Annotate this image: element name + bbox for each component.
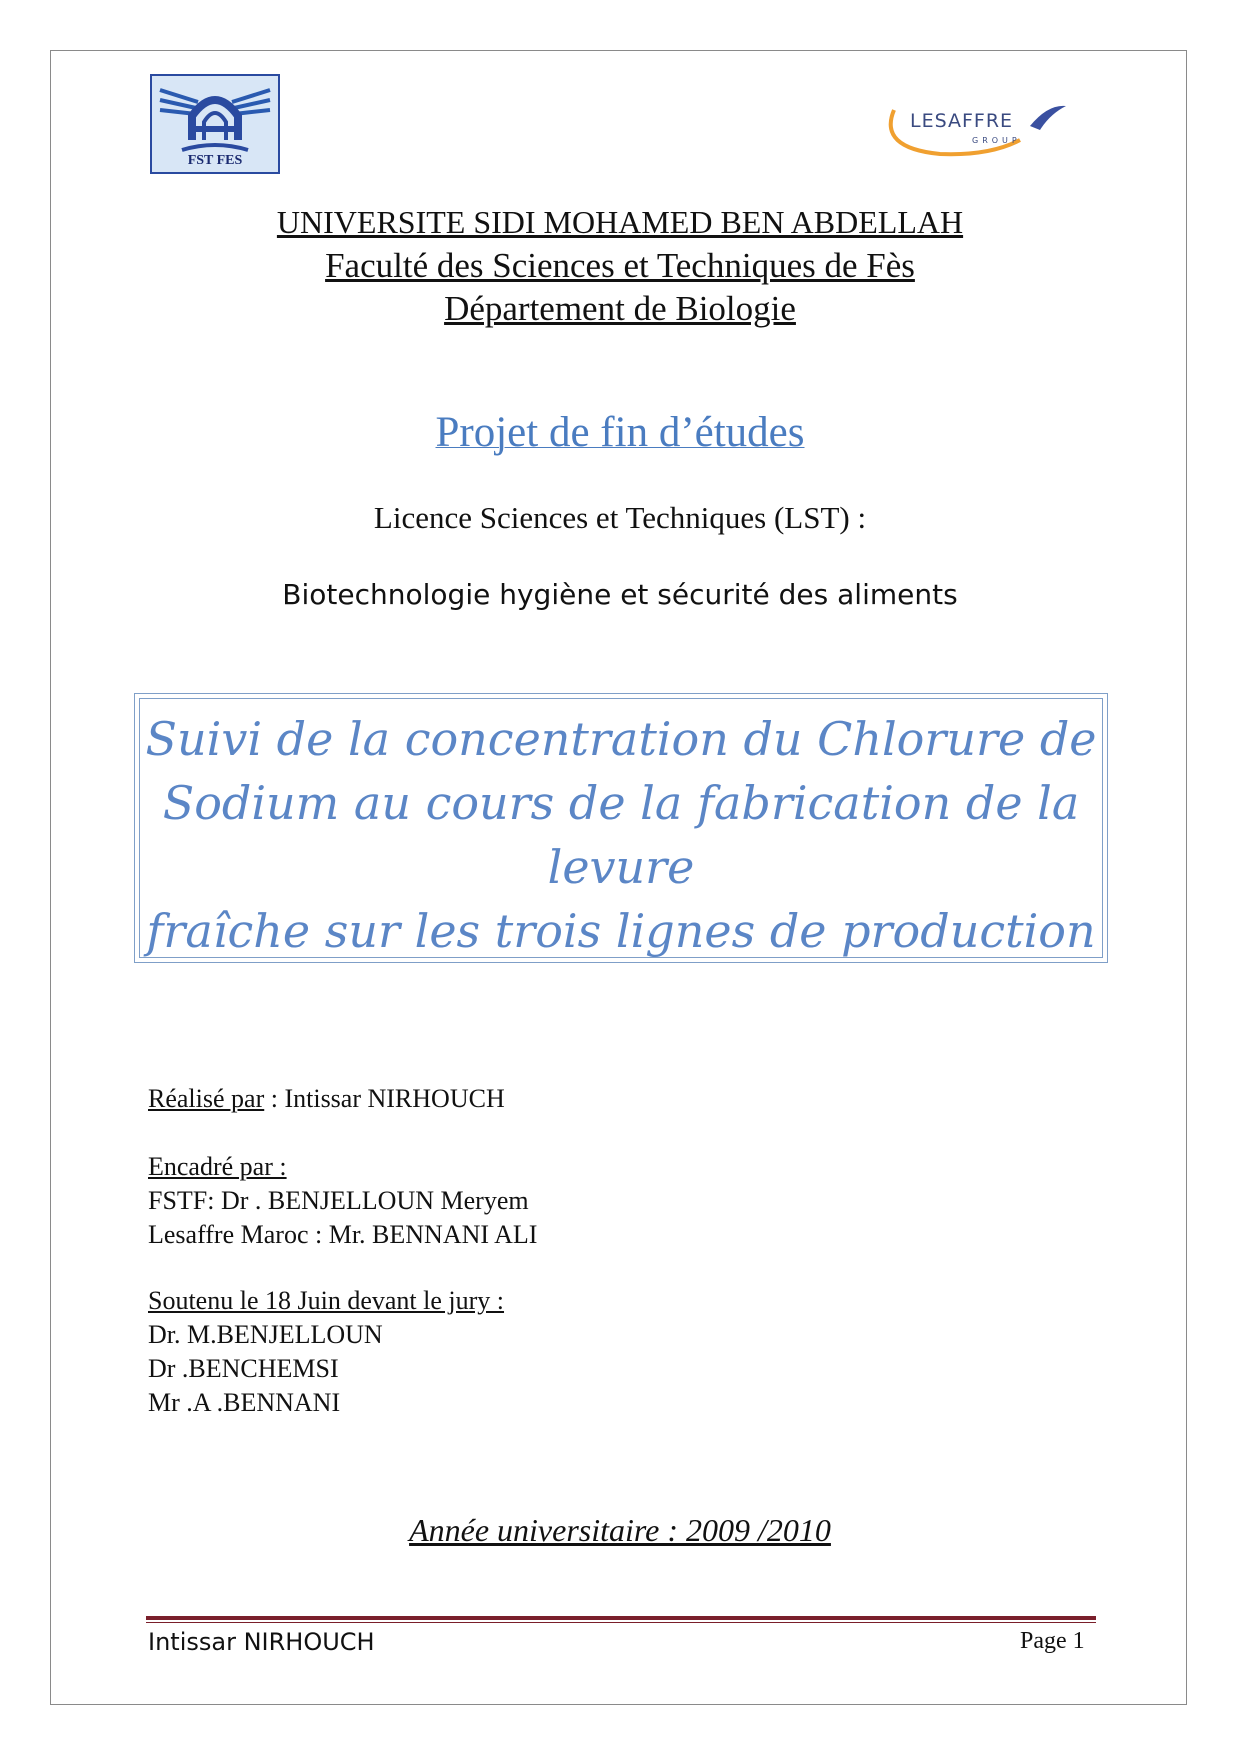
jury-member: Dr .BENCHEMSI bbox=[148, 1354, 339, 1383]
encadre-block bbox=[148, 1150, 537, 1252]
jury-member: Dr. M.BENJELLOUN bbox=[148, 1320, 383, 1349]
lesaffre-name: LESAFFRE bbox=[910, 110, 1014, 132]
title-box bbox=[134, 693, 1108, 963]
lesaffre-logo bbox=[880, 96, 1080, 162]
encadre-line: Lesaffre Maroc : Mr. BENNANI ALI bbox=[148, 1220, 538, 1249]
title-line: Sodium au cours de la fabrication de la levure bbox=[162, 776, 1080, 894]
degree-label: Licence Sciences et Techniques (LST) : bbox=[373, 500, 867, 535]
project-label: Projet de fin d’études bbox=[435, 409, 805, 456]
footer-rule-thin bbox=[146, 1622, 1096, 1623]
academic-year: Année universitaire : 2009 /2010 bbox=[409, 1512, 831, 1548]
soutenu-label: Soutenu le 18 Juin devant le jury : bbox=[148, 1286, 505, 1315]
footer-page-number: Page 1 bbox=[1020, 1628, 1085, 1654]
specialty-label: Biotechnologie hygiène et sécurité des aliments bbox=[282, 578, 958, 611]
soutenu-block bbox=[148, 1284, 504, 1420]
title-line: Suivi de la concentration du Chlorure de bbox=[145, 712, 1097, 766]
lesaffre-sub: GROUP bbox=[972, 136, 1021, 145]
title-inner bbox=[139, 698, 1103, 958]
realise-value: : Intissar NIRHOUCH bbox=[264, 1084, 505, 1113]
faculty-name: Faculté des Sciences et Techniques de Fès bbox=[325, 246, 915, 285]
department-name: Département de Biologie bbox=[444, 289, 796, 328]
fst-fes-logo bbox=[150, 74, 280, 174]
footer-author: Intissar NIRHOUCH bbox=[148, 1628, 375, 1656]
footer-rule bbox=[146, 1616, 1096, 1620]
realise-block bbox=[148, 1082, 505, 1116]
title-line: fraîche sur les trois lignes de production bbox=[146, 904, 1096, 958]
encadre-line: FSTF: Dr . BENJELLOUN Meryem bbox=[148, 1186, 529, 1215]
fst-logo-text: FST FES bbox=[187, 153, 243, 168]
jury-member: Mr .A .BENNANI bbox=[148, 1388, 341, 1417]
university-name: UNIVERSITE SIDI MOHAMED BEN ABDELLAH bbox=[276, 204, 964, 240]
realise-label: Réalisé par bbox=[148, 1084, 265, 1113]
encadre-label: Encadré par : bbox=[148, 1152, 287, 1181]
